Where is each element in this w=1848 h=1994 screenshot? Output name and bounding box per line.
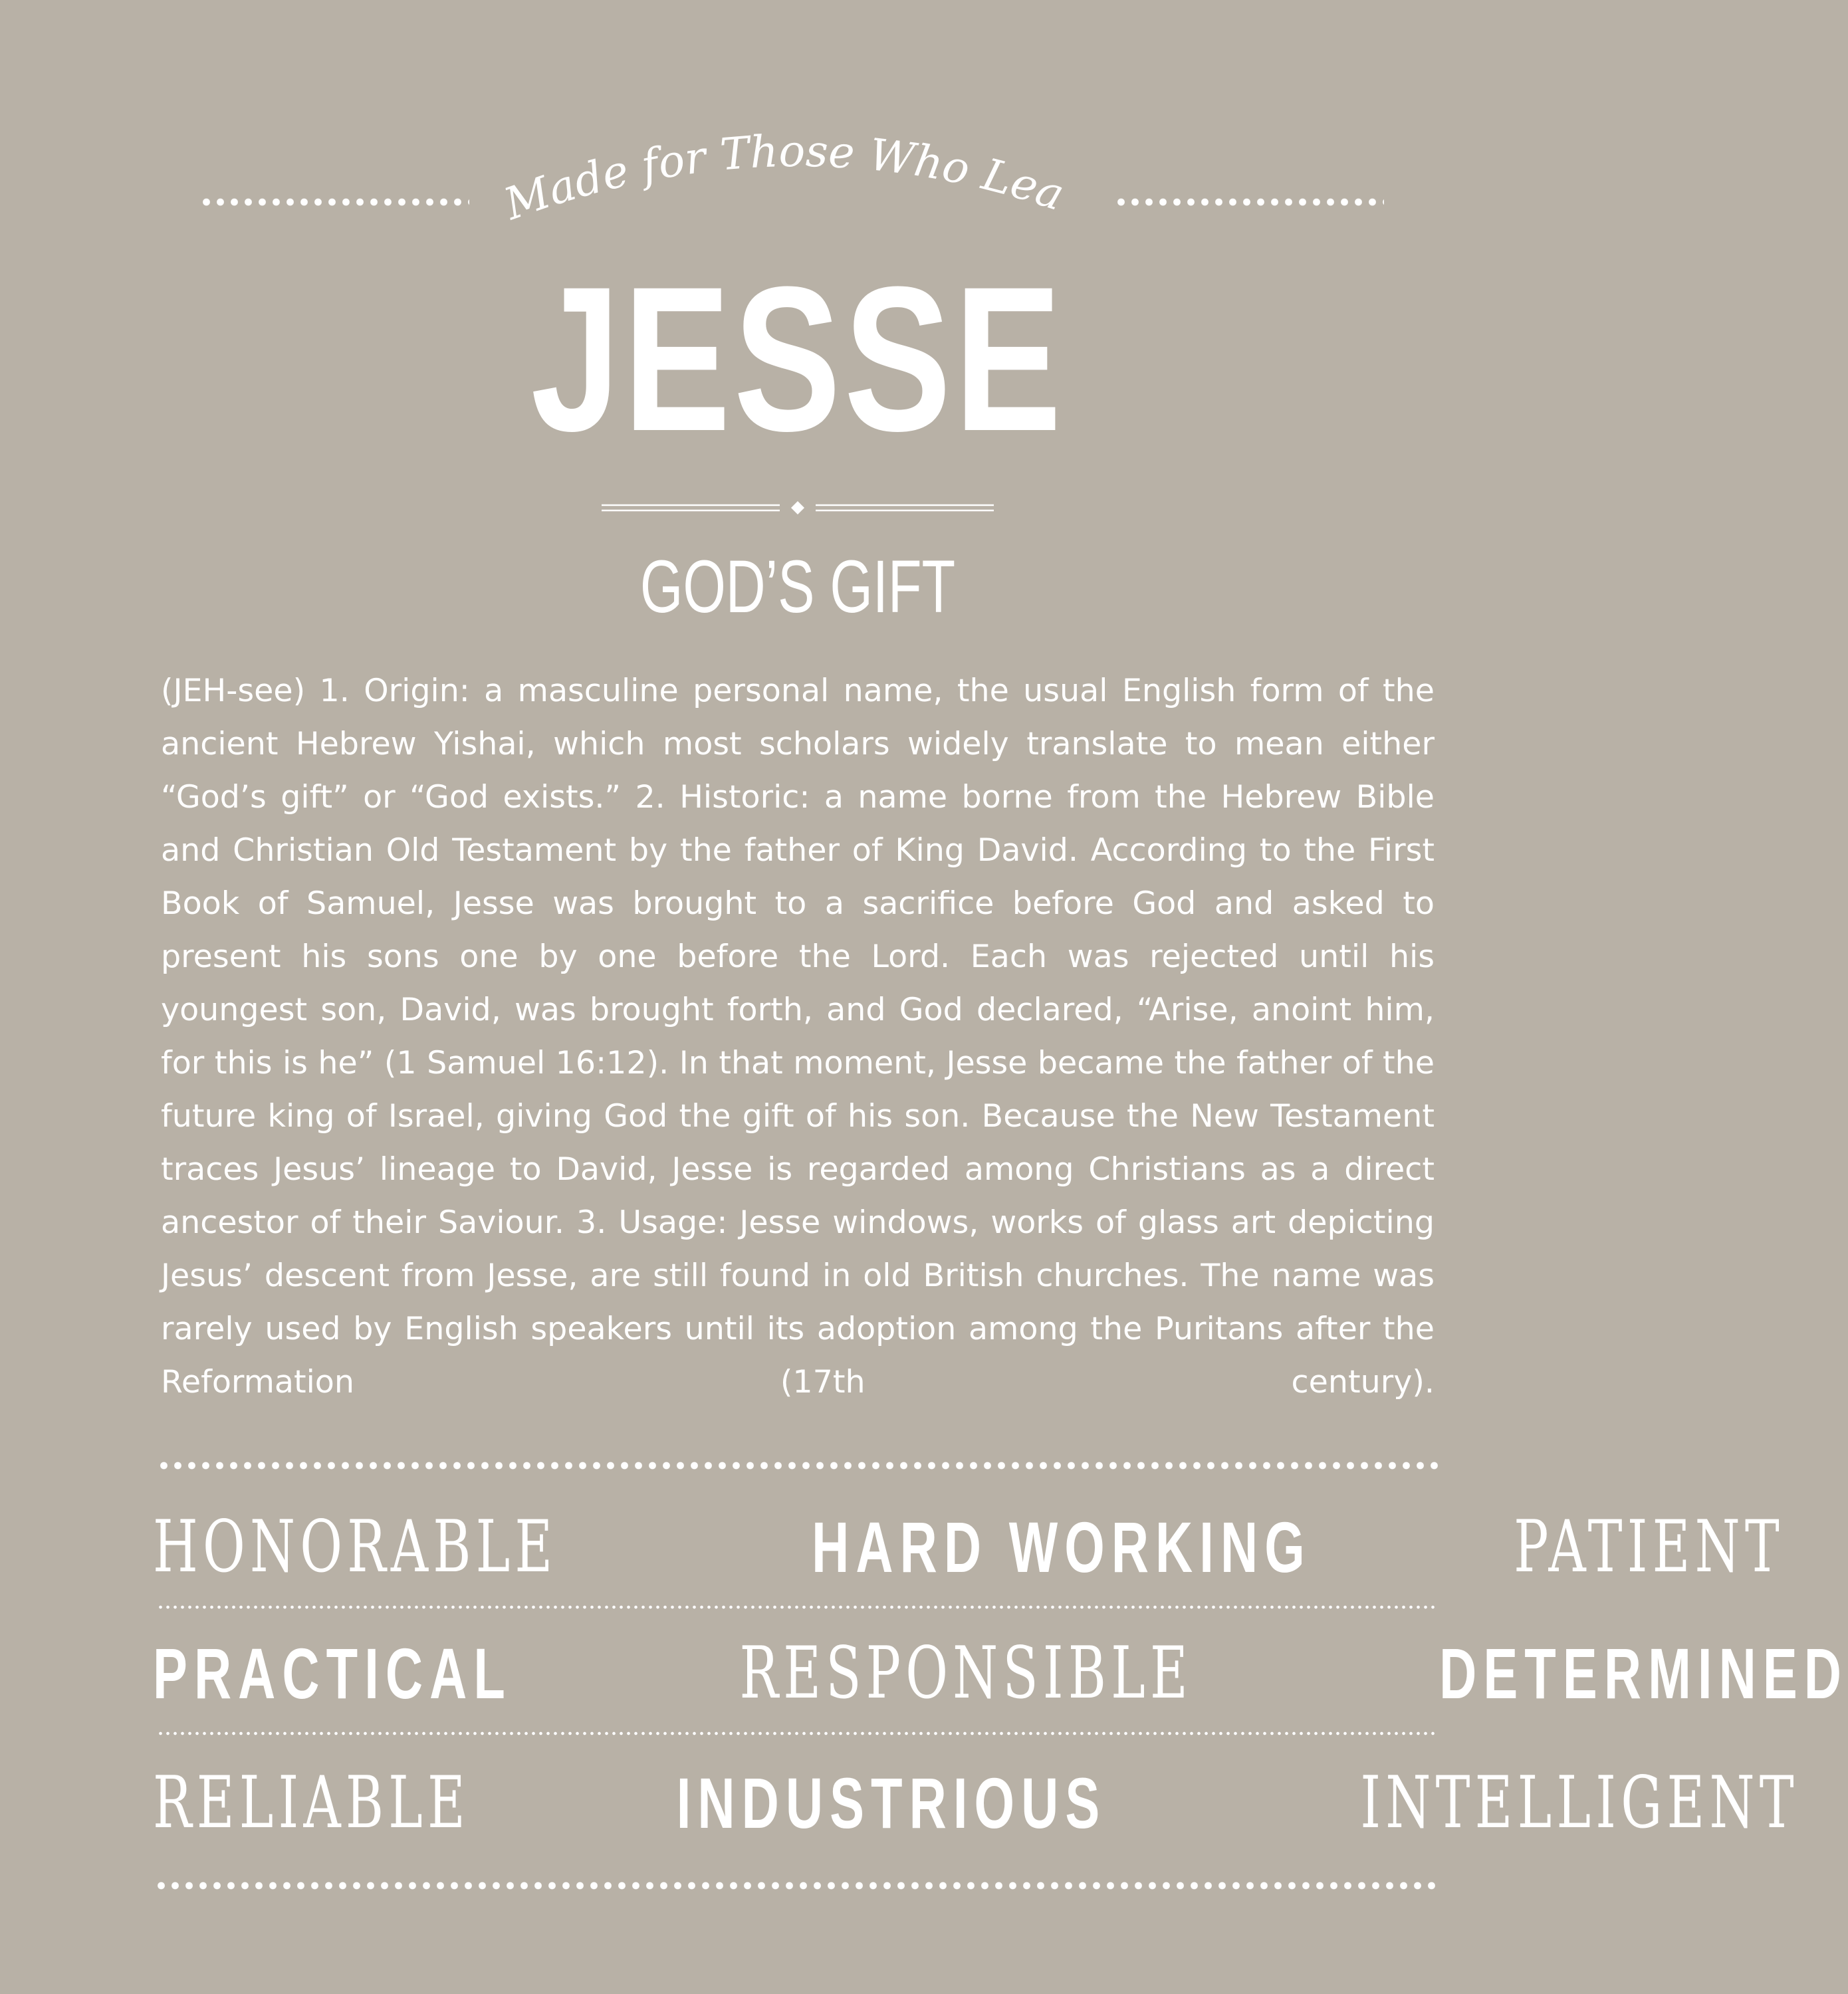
traits-row-3 (153, 1761, 1799, 1844)
trait: PATIENT (1514, 1505, 1784, 1589)
top-dots-right (1114, 197, 1384, 207)
traits-bottom-dots (154, 1881, 1440, 1890)
tagline-text: Made for Those Who Lead (491, 59, 1071, 230)
trait: INDUSTRIOUS (677, 1763, 1107, 1843)
tagline (491, 59, 1090, 230)
trait: HONORABLE (153, 1505, 558, 1589)
top-dots-left (199, 197, 469, 207)
traits-separator-2 (157, 1731, 1436, 1735)
trait: RELIABLE (153, 1761, 470, 1844)
traits-separator-1 (157, 1605, 1436, 1609)
definition-text: (JEH-see) 1. Origin: a masculine personal name, the usual English form of the ancient Hebrew Yishai, which most scholars widely translate to mean either “God’s gift” or “God exists.” 2. Historic: a name borne from the Hebrew Bible and Christian Old Testament by the father of King David. According to the First Book of Samuel, Jesse was brought to a sacrifice before God and asked to present his sons one by one before the Lord. Each was rejected until his youngest son, David, was brought forth, and God declared, “Arise, anoint him, for this is he” (1 Samuel 16:12). In that moment, Jesse became the father of the future king of Israel, giving God the gift of his son. Because the New Testament traces Jesus’ lineage to David, Jesse is regarded among Christians as a direct ancestor of their Saviour. 3. Usage: Jesse windows, works of glass art depicting Jesus’ descent from Jesse, are still found in old British churches. The name was rarely used by English speakers until its adoption among the Puritans after the Reformation (17th century). (161, 673, 1435, 1400)
ornament-divider (602, 500, 994, 516)
trait: PRACTICAL (153, 1633, 512, 1714)
traits-row-1 (153, 1505, 1784, 1589)
trait: RESPONSIBLE (739, 1632, 1193, 1715)
traits-top-dots (157, 1461, 1443, 1470)
name-heading: JESSE (530, 243, 1065, 474)
trait: HARD WORKING (812, 1507, 1312, 1587)
trait: INTELLIGENT (1360, 1761, 1799, 1844)
name-meaning: GOD’S GIFT (639, 545, 956, 628)
trait: DETERMINED (1439, 1633, 1848, 1714)
traits-row-2 (153, 1632, 1848, 1715)
